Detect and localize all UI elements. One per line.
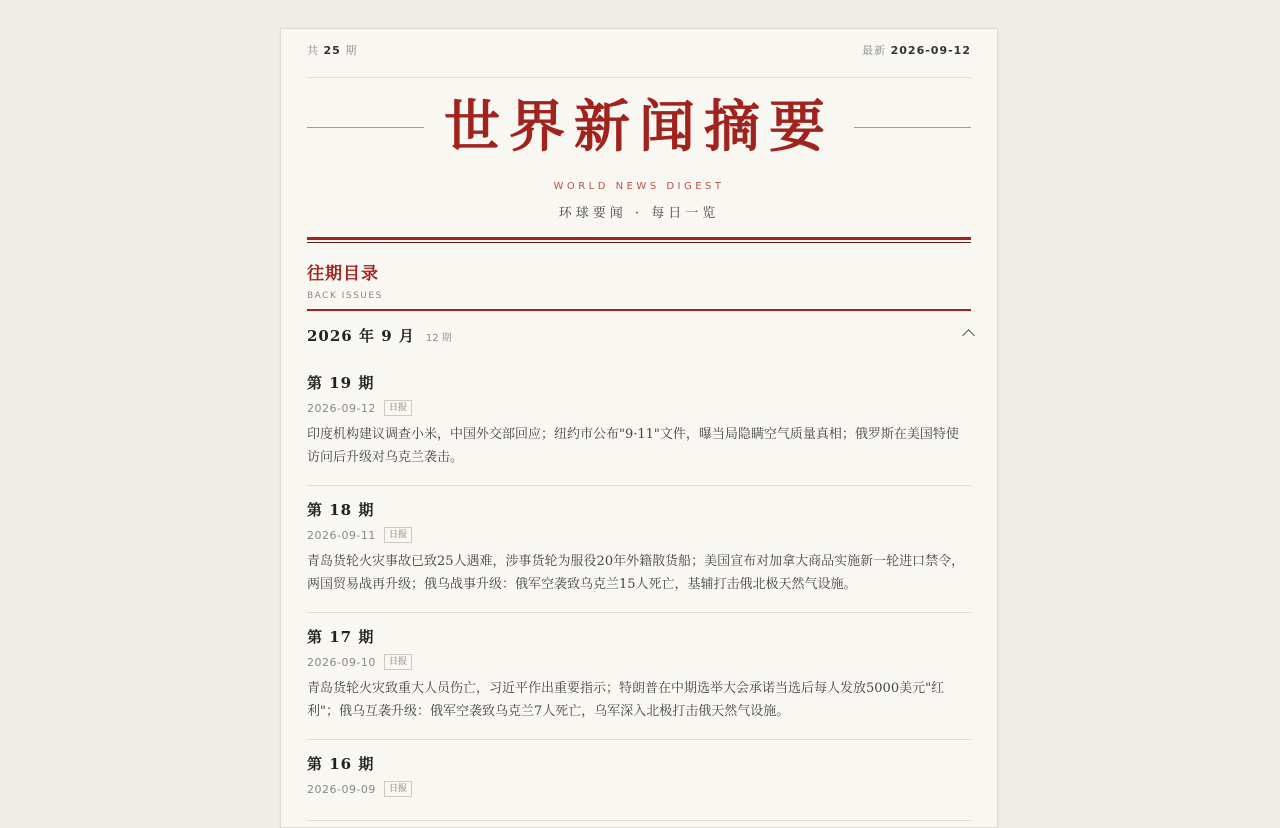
chevron-up-icon[interactable] [962, 329, 975, 342]
latest-date-value: 2026-09-12 [890, 43, 971, 57]
issue-item[interactable] [307, 359, 971, 486]
issue-title[interactable]: 第 17 期 [307, 628, 375, 646]
issue-title[interactable]: 第 19 期 [307, 374, 375, 392]
issue-date: 2026-09-11 [307, 528, 376, 542]
month-issue-count: 12 期 [425, 332, 452, 344]
top-bar [307, 29, 971, 78]
issue-meta [307, 780, 971, 798]
masthead [307, 78, 971, 178]
latest-date [862, 42, 971, 58]
issue-item[interactable] [307, 613, 971, 740]
issue-item[interactable] [307, 486, 971, 613]
issue-summary: 青岛货轮火灾致重大人员伤亡，习近平作出重要指示；特朗普在中期选举大会承诺当选后每人发放5000美元"红利"；俄乌互袭升级：俄军空袭致乌克兰7人死亡，乌军深入北极打击俄天然气设施。 [307, 681, 945, 719]
issue-count-suffix: 期 [345, 43, 358, 57]
issue-title[interactable]: 第 16 期 [307, 755, 375, 773]
issue-type-tag: 日报 [384, 781, 412, 797]
issue-count [307, 42, 357, 58]
section-title: 往期目录 [307, 264, 379, 284]
month-label: 2026 年 9 月 [307, 326, 415, 345]
issue-type-tag: 日报 [384, 654, 412, 670]
issue-type-tag: 日报 [384, 400, 412, 416]
masthead-title: 世界新闻摘要 [444, 94, 834, 160]
latest-label: 最新 [862, 43, 887, 57]
section-subtitle: BACK ISSUES [307, 291, 383, 301]
issue-type-tag: 日报 [384, 527, 412, 543]
month-group-header[interactable] [307, 311, 971, 359]
issue-date: 2026-09-10 [307, 655, 376, 669]
masthead-subtitle: 环球要闻 · 每日一览 [558, 206, 720, 221]
issue-date: 2026-09-12 [307, 401, 376, 415]
issue-count-value: 25 [323, 43, 341, 57]
back-issues-header [307, 263, 971, 311]
issue-meta [307, 653, 971, 671]
issue-meta [307, 399, 971, 417]
issue-title[interactable]: 第 18 期 [307, 501, 375, 519]
masthead-english: WORLD NEWS DIGEST [553, 181, 725, 192]
digest-page [280, 28, 998, 828]
masthead-divider [307, 237, 971, 243]
issue-count-prefix: 共 [307, 43, 319, 57]
issue-summary: 青岛货轮火灾事故已致25人遇难，涉事货轮为服役20年外籍散货船；美国宣布对加拿大商品实施新一轮进口禁令，两国贸易战再升级；俄乌战事升级：俄军空袭致乌克兰15人死亡，基辅打击俄北极天然气设施。 [307, 554, 965, 592]
issue-meta [307, 526, 971, 544]
issue-item[interactable] [307, 740, 971, 821]
issue-list [307, 359, 971, 821]
issue-summary: 印度机构建议调查小米，中国外交部回应；纽约市公布"9·11"文件，曝当局隐瞒空气质量真相；俄罗斯在美国特使访问后升级对乌克兰袭击。 [307, 427, 959, 465]
issue-date: 2026-09-09 [307, 782, 376, 796]
masthead-rule-right [854, 127, 971, 128]
